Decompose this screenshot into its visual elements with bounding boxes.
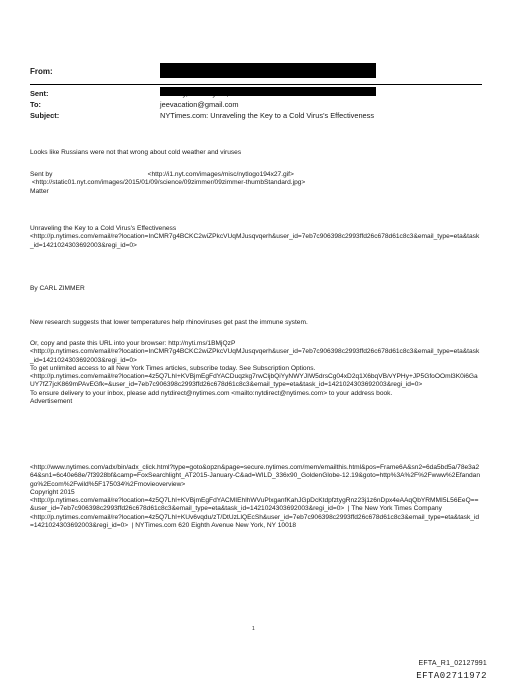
efta-stamp-large: EFTA02711972 (416, 671, 487, 681)
sent-label: Sent: (30, 89, 49, 98)
copy-paste-block: Or, copy and paste this URL into your browser: http://nyti.ms/1BMjQzP <http://p.nytimes.com/email/re?location=InCMR7g4BCKC2wiZPkcVUqMJusqvqerh&user_id=7eb7c906398c2993ffd26c678d61c8c3&email_type=eta&task_id=1421024303692003&regi_id=0> To get unlimited access to all New York Times articles, subscribe today. See Subscription Options. <http://p.nytimes.com/email/re?location=4z5Q7LhI+KVBjmEgFdYACDuqzkg7rwCljbQiYyNWYJIW5drsCg04xD2q1X6bqVB/vYPHy+JP5GfoOOml3K0i6GaUY7fZ7jcK869mPAvEGfk=&user_id=7eb7c906398c2993ffd26c678d61c8c3&email_type=eta&task_id=1421024303692003&regi_id=0> To ensure delivery to your inbox, please add nytdirect@nytimes.com <mailto:nytdirect@nytimes.com> to your address book. Advertisement (30, 340, 480, 406)
sent-by-block: Sent by <http://i1.nyt.com/images/misc/nytlogo194x27.gif> <http://static01.nyt.com/images/2015/01/09/science/09zimmer/09zimmer-thumbStandard.jpg> Matter (30, 171, 306, 195)
page-number: 1 (252, 626, 255, 632)
article-block: Unraveling the Key to a Cold Virus's Effectiveness <http://p.nytimes.com/email/re?location=InCMR7g4BCKC2wiZPkcVUqMJusqvqerh&user_id=7eb7c906398c2993ffd26c678d61c8c3&email_type=eta&task_id=1421024303692003&regi_id=0> (30, 225, 480, 249)
subject-label: Subject: (30, 111, 60, 120)
advertisement-block: <http://www.nytimes.com/adx/bin/adx_click.html?type=goto&opzn&page=secure.nytimes.com/mem/emailthis.html&pos=Frame6A&sn2=6da5bd5a/78e3a264&sn1=6c40e68e/7f3928bf&camp=FoxSearchlight_AT2015-January-C&ad=WILD_336x90_GoldenGlobe-12.19&goto=http%3A%2F%2Fwww%2Efandango%2Ecom%2Fwild%5F175034%2Fmovieoverview> Copyright 2015 <http://p.nytimes.com/email/re?location=4z5Q7LhI+KVBjmEgFdYACMIEhlhWVuPlxganfKahJGpDcKtdpfztygRnz23j1z6nDpx4eAAqQbYRMMI5L56EeQ==&user_id=7eb7c906398c2993ffd26c678d61c8c3&email_type=eta&task_id=1421024303692003&regi_id=0> | The New York Times Company <http://p.nytimes.com/email/re?location=4z5Q7LhI+KUv6vqdu/zT/DtUzLlQEcSh&user_id=7eb7c906398c2993ffd26c678d61c8c3&email_type=eta&task_id=1421024303692003&regi_id=0> | NYTimes.com 620 Eighth Avenue New York, NY 10018 (30, 464, 481, 530)
to-label: To: (30, 100, 41, 109)
efta-stamp-small: EFTA_R1_02127991 (418, 660, 487, 667)
intro-text: Looks like Russians were not that wrong about cold weather and viruses (30, 149, 242, 156)
header-divider (30, 84, 482, 85)
from-label: From: (30, 67, 53, 76)
byline: By CARL ZIMMER (30, 285, 85, 292)
redaction-bar-from (160, 63, 376, 78)
redaction-bar-sent (160, 87, 376, 96)
to-value: jeevacation@gmail.com (160, 100, 239, 109)
subject-value: NYTimes.com: Unraveling the Key to a Cold Virus's Effectiveness (160, 111, 375, 120)
summary-text: New research suggests that lower temperatures help rhinoviruses get past the immune system. (30, 319, 308, 326)
